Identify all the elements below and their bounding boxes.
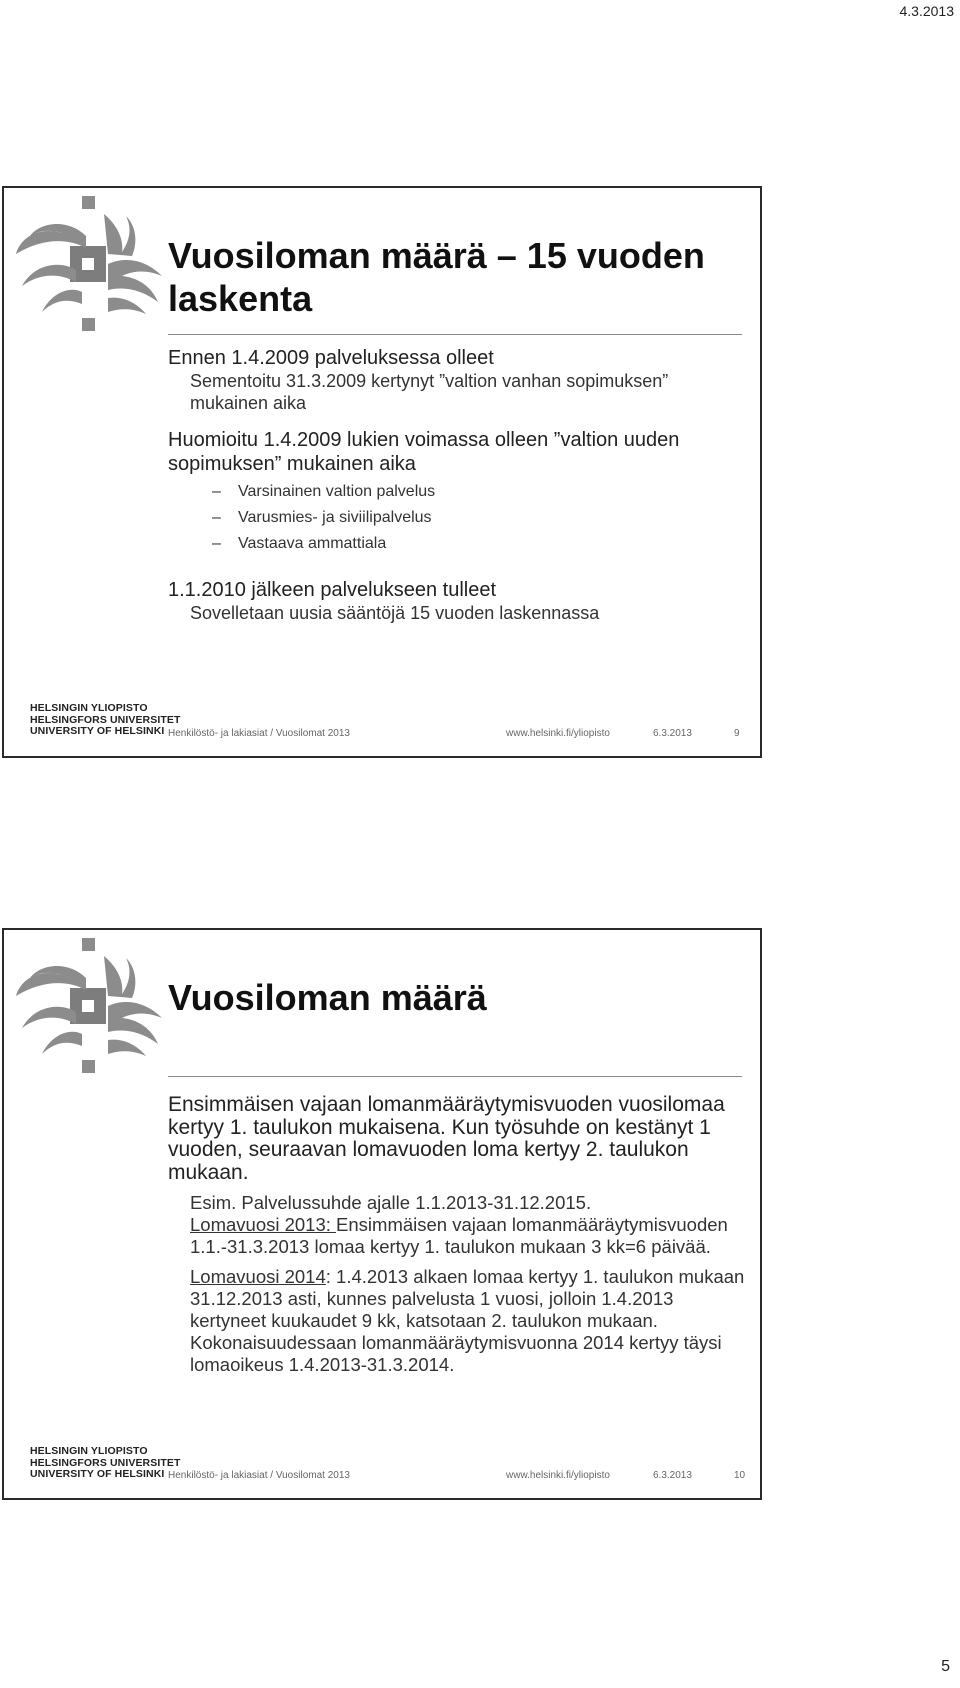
slide-9 [2, 186, 762, 758]
bullet-level1: 1.1.2010 jälkeen palvelukseen tulleet [168, 579, 497, 601]
bullet-level2: Sovelletaan uusia sääntöjä 15 vuoden laskennassa [190, 603, 600, 623]
example-line: Esim. Palvelussuhde ajalle 1.1.2013-31.12.2015. [190, 1192, 592, 1213]
helsinki-flame-logo-icon [12, 194, 164, 332]
footer-department: Henkilöstö- ja lakiasiat / Vuosilomat 2013 [168, 1470, 350, 1481]
slide-body [168, 346, 748, 624]
footer-url: www.helsinki.fi/yliopisto [506, 1470, 610, 1481]
page-date: 4.3.2013 [899, 3, 954, 19]
helsinki-flame-logo-icon [12, 936, 164, 1074]
list-item: – Varusmies- ja siviilipalvelus [212, 509, 432, 526]
slide-body [168, 1094, 748, 1376]
page-number: 5 [941, 1658, 950, 1675]
paragraph: Ensimmäisen vajaan lomanmääräytymisvuoden vuosilomaa kertyy 1. taulukon mukaisena. Kun työsuhde on kestänyt 1 vuoden, seuraavan lomavuoden loma kertyy 2. taulukon mukaan. [168, 1093, 725, 1184]
example-2013: Lomavuosi 2013: Ensimmäisen vajaan lomanmääräytymisvuoden 1.1.-31.3.2013 lomaa kertyy 1. taulukon mukaan 3 kk=6 päivää. [190, 1214, 728, 1257]
footer-date: 6.3.2013 [653, 728, 692, 739]
slide-number: 10 [734, 1470, 746, 1481]
footer-date: 6.3.2013 [653, 1470, 692, 1481]
title-divider [168, 1076, 742, 1077]
bullet-level2: Sementoitu 31.3.2009 kertynyt ”valtion vanhan sopimuksen” mukainen aika [190, 371, 669, 413]
footer-department: Henkilöstö- ja lakiasiat / Vuosilomat 2013 [168, 728, 350, 739]
footer-url: www.helsinki.fi/yliopisto [506, 728, 610, 739]
slide-title: Vuosiloman määrä – 15 vuoden laskenta [168, 235, 705, 319]
lomavuosi-2014-label: Lomavuosi 2014 [190, 1266, 326, 1287]
slide-10 [2, 928, 762, 1500]
university-name: HELSINGIN YLIOPISTO HELSINGFORS UNIVERSITET UNIVERSITY OF HELSINKI [30, 702, 181, 737]
lomavuosi-2013-label: Lomavuosi 2013: [190, 1214, 337, 1235]
bullet-level1: Huomioitu 1.4.2009 lukien voimassa olleen ”valtion uuden sopimuksen” mukainen aika [168, 429, 680, 475]
example-2014: Lomavuosi 2014: 1.4.2013 alkaen lomaa kertyy 1. taulukon mukaan 31.12.2013 asti, kunnes palvelusta 1 vuosi, jolloin 1.4.2013 kertyneet kuukaudet 9 kk, katsotaan 2. taulukon mukaan. Kokonaisuudessaan lomanmääräytymisvuonna 2014 kertyy täysi lomaoikeus 1.4.2013-31.3.2014. [190, 1266, 745, 1375]
title-divider [168, 334, 742, 335]
bullet-level1: Ennen 1.4.2009 palveluksessa olleet [168, 347, 494, 369]
slide-number: 9 [734, 728, 740, 739]
list-item: – Vastaava ammattiala [212, 535, 387, 552]
university-name: HELSINGIN YLIOPISTO HELSINGFORS UNIVERSITET UNIVERSITY OF HELSINKI [30, 1445, 181, 1480]
slide-title: Vuosiloman määrä [168, 977, 487, 1018]
list-item: – Varsinainen valtion palvelus [212, 483, 436, 500]
